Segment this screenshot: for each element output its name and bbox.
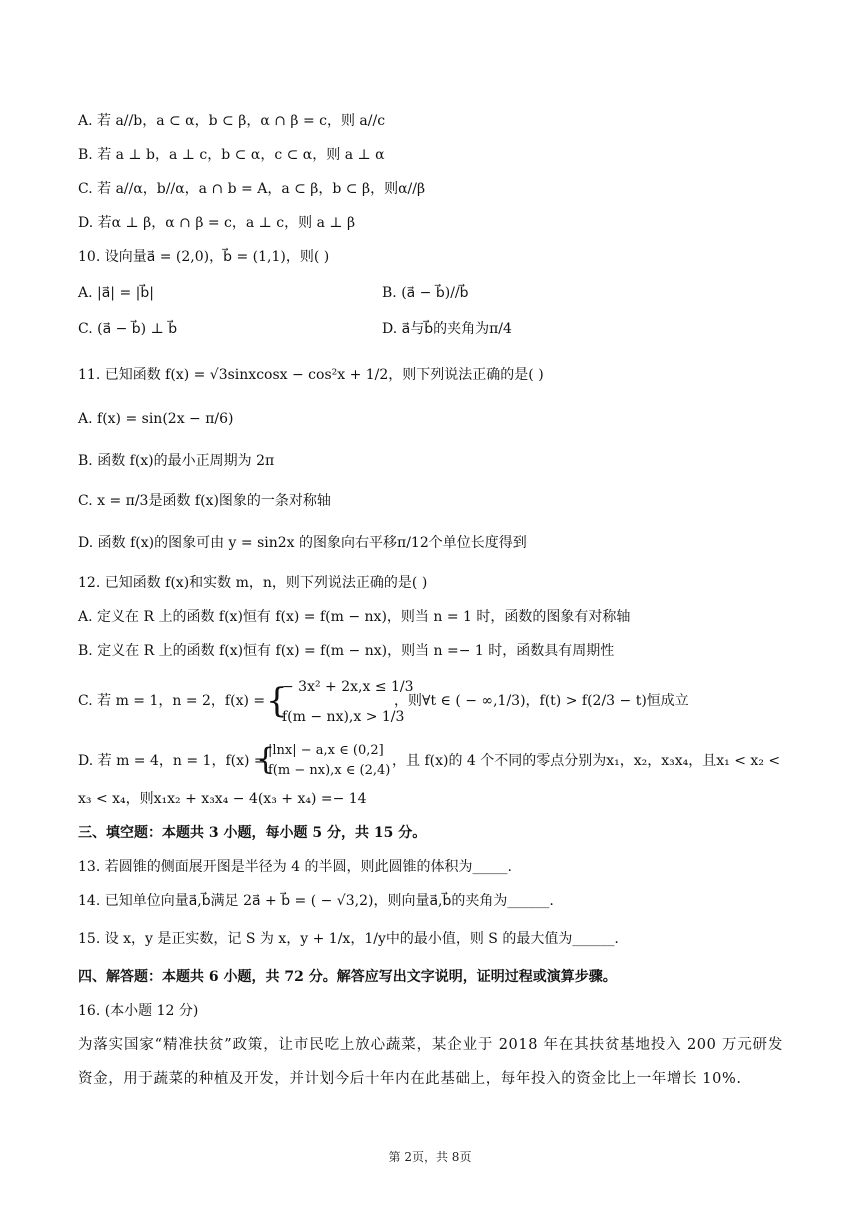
q10-stem: 10. 设向量a⃗ = (2,0)，b⃗ = (1,1)，则( ) [78, 249, 330, 265]
section4-heading: 四、解答题：本题共 6 小题，共 72 分。解答应写出文字说明，证明过程或演算步骤。 [78, 969, 617, 985]
q12-option-a: A. 定义在 R 上的函数 f(x)恒有 f(x) = f(m − nx)，则当 n = 1 时，函数的图象有对称轴 [78, 609, 631, 625]
section3-heading: 三、填空题：本题共 3 小题，每小题 5 分，共 15 分。 [78, 825, 427, 841]
q10-option-c: C. (a⃗ − b⃗) ⊥ b⃗ [78, 321, 178, 337]
q10-option-a: A. |a⃗| = |b⃗| [78, 285, 154, 301]
q12-c-suffix: ，则∀t ∈ ( − ∞,1/3)，f(t) > f(2/3 − t)恒成立 [394, 693, 689, 709]
q14: 14. 已知单位向量a⃗,b⃗满足 2a⃗ + b⃗ = ( − √3,2)，则向量a⃗,b⃗的夹角为______. [78, 893, 554, 909]
q12-option-b: B. 定义在 R 上的函数 f(x)恒有 f(x) = f(m − nx)，则当 n =− 1 时，函数具有周期性 [78, 643, 615, 659]
q16-text: 为落实国家“精准扶贫”政策，让市民吃上放心蔬菜，某企业于 2018 年在其扶贫基地投入 200 万元研发资金，用于蔬菜的种植及开发，并计划今后十年内在此基础上，每年投入的资金比上一年增长 10%. [78, 1037, 783, 1087]
q11-option-c: C. x = π/3是函数 f(x)图象的一条对称轴 [78, 493, 331, 509]
q12-d-line2: x₃ < x₄，则x₁x₂ + x₃x₄ − 4(x₃ + x₄) =− 14 [78, 791, 367, 807]
q9-option-c: C. 若 a//α，b//α，a ∩ b = A，a ⊂ β，b ⊂ β，则α//β [78, 181, 426, 197]
left-brace: { [266, 681, 288, 721]
q11-stem: 11. 已知函数 f(x) = √3sinxcosx − cos²x + 1/2，则下列说法正确的是( ) [78, 367, 544, 383]
q12-c-case2: f(m − nx),x > 1/3 [282, 709, 405, 725]
page-footer: 第 2页，共 8页 [388, 1150, 472, 1164]
q13: 13. 若圆锥的侧面展开图是半径为 4 的半圆，则此圆锥的体积为_____. [78, 859, 512, 875]
q11-option-b: B. 函数 f(x)的最小正周期为 2π [78, 453, 275, 469]
q12-c-prefix: C. 若 m = 1，n = 2，f(x) = [78, 693, 266, 709]
q16-title: 16. (本小题 12 分) [78, 1003, 199, 1019]
q12-d-case1: |lnx| − a,x ∈ (0,2] [268, 743, 384, 758]
q10-option-d: D. a⃗与b⃗的夹角为π/4 [382, 321, 512, 337]
q12-d-suffix: ，且 f(x)的 4 个不同的零点分别为x₁，x₂，x₃x₄，且x₁ < x₂ < [392, 753, 781, 769]
q11-option-a: A. f(x) = sin(2x − π/6) [78, 411, 234, 427]
q9-option-d: D. 若α ⊥ β，α ∩ β = c，a ⊥ c，则 a ⊥ β [78, 215, 356, 231]
q9-option-b: B. 若 a ⊥ b，a ⊥ c，b ⊂ α，c ⊂ α，则 a ⊥ α [78, 147, 385, 163]
q11-option-d: D. 函数 f(x)的图象可由 y = sin2x 的图象向右平移π/12个单位长度得到 [78, 535, 527, 551]
q12-d-case2: f(m − nx),x ∈ (2,4) [268, 763, 391, 778]
q12-d-prefix: D. 若 m = 4，n = 1，f(x) = [78, 753, 266, 769]
q9-option-a: A. 若 a//b，a ⊂ α，b ⊂ β，α ∩ β = c，则 a//c [78, 113, 386, 129]
left-brace: { [256, 742, 276, 777]
q12-c-case1: − 3x² + 2x,x ≤ 1/3 [282, 679, 414, 695]
q12-stem: 12. 已知函数 f(x)和实数 m，n，则下列说法正确的是( ) [78, 575, 428, 591]
q10-option-b: B. (a⃗ − b⃗)//b⃗ [382, 285, 469, 301]
q15: 15. 设 x，y 是正实数，记 S 为 x，y + 1/x，1/y中的最小值，则 S 的最大值为______. [78, 931, 619, 947]
